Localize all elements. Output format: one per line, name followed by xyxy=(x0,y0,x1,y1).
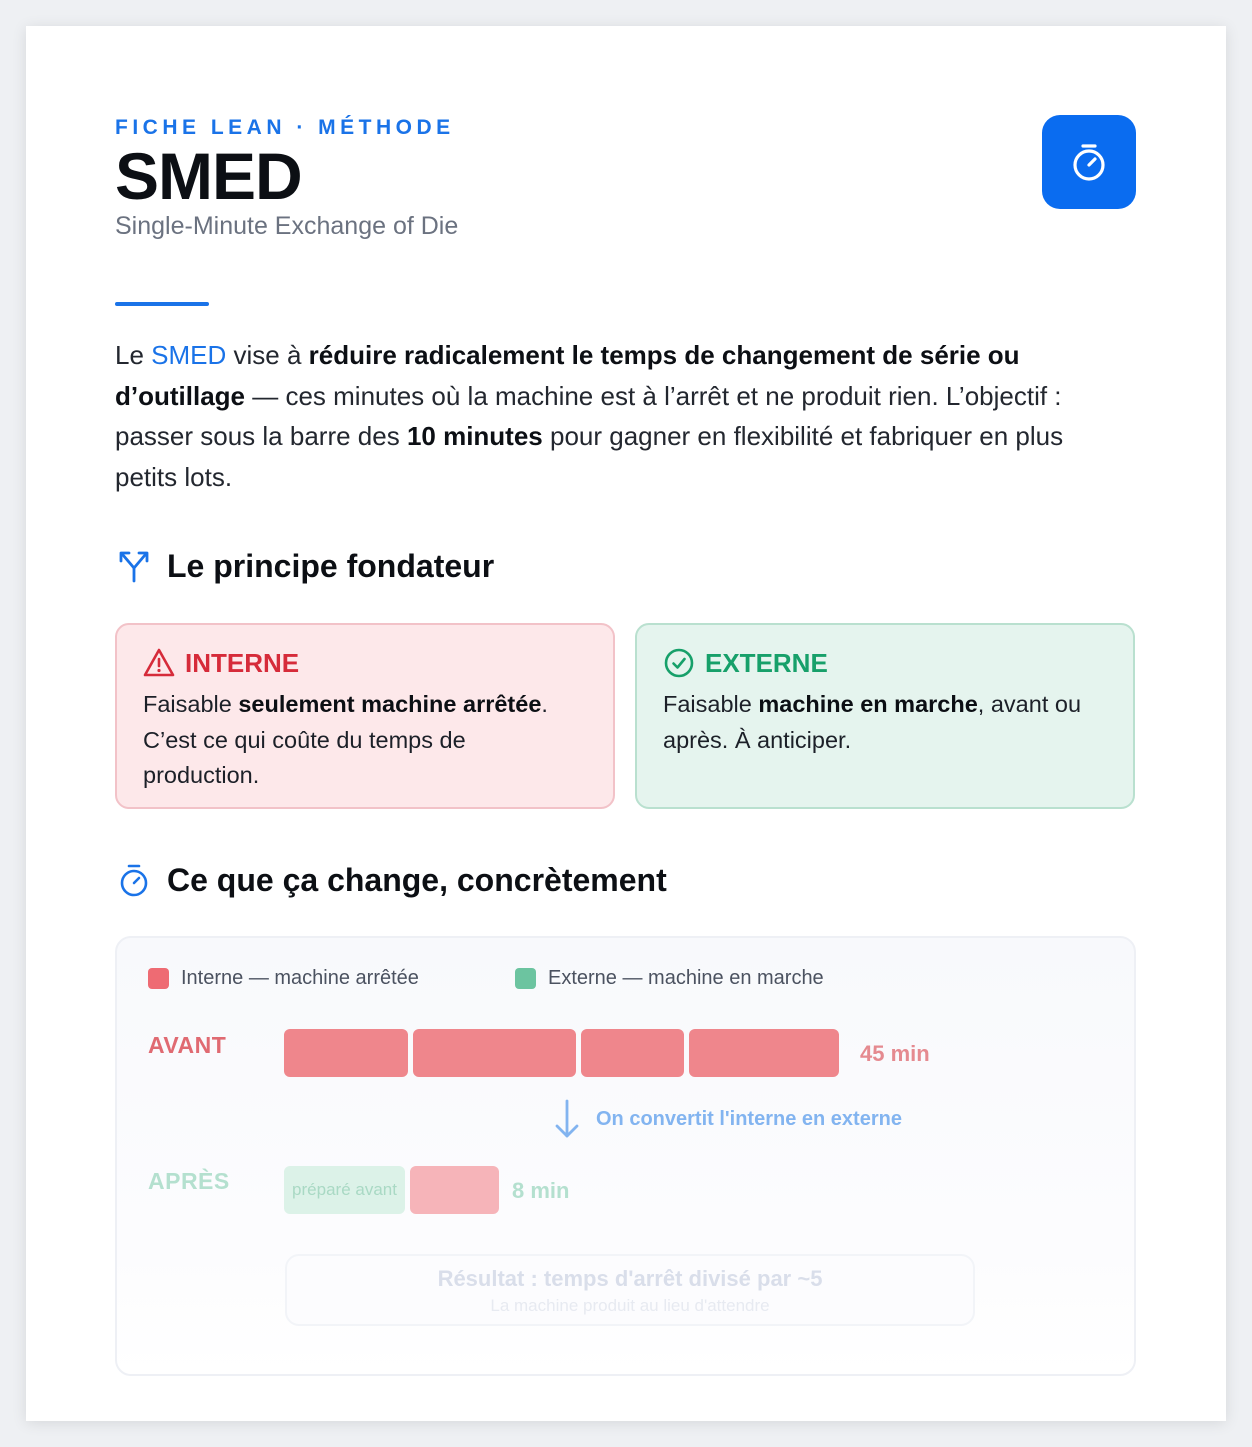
legend-interne xyxy=(148,967,419,990)
legend-interne-swatch xyxy=(148,968,169,989)
principle-heading-text: Le principe fondateur xyxy=(167,547,495,584)
apres-internal-segment xyxy=(410,1166,499,1214)
sheet-content xyxy=(115,26,1136,1421)
avant-step-2 xyxy=(413,1029,576,1077)
conversion-text: On convertit l'interne en externe xyxy=(596,1107,902,1130)
legend-externe-swatch xyxy=(515,968,536,989)
externe-text-2: , avant ou après. À anticiper. xyxy=(663,691,1082,753)
before-after-panel xyxy=(115,936,1136,1376)
result-title: Résultat : temps d'arrêt divisé par ~5 xyxy=(437,1266,823,1291)
page-subtitle: Single-Minute Exchange of Die xyxy=(115,212,459,240)
intro-text-1: Le xyxy=(115,340,152,370)
change-heading-text: Ce que ça change, concrètement xyxy=(167,861,667,898)
intro-bold-1: réduire radicalement le temps de changement de série ou d’outillage xyxy=(115,340,1020,411)
intro-smed-term: SMED xyxy=(151,340,227,370)
legend-externe xyxy=(515,967,824,990)
interne-text-1: Faisable xyxy=(143,691,239,717)
warning-triangle-icon xyxy=(143,647,175,679)
externe-title: EXTERNE xyxy=(705,647,828,678)
interne-title: INTERNE xyxy=(185,647,300,678)
intro-text-2: vise à xyxy=(226,340,309,370)
interne-bold: seulement machine arrêtée xyxy=(238,691,542,717)
change-heading xyxy=(115,861,667,899)
externe-description xyxy=(663,687,1107,758)
title-divider xyxy=(115,302,209,306)
conversion-note xyxy=(552,1098,902,1140)
avant-total: 45 min xyxy=(860,1041,930,1066)
arrow-down-icon xyxy=(552,1098,582,1140)
externe-box xyxy=(635,623,1135,809)
split-arrows-icon xyxy=(115,547,153,585)
interne-text-2: . C’est ce qui coûte du temps de production. xyxy=(143,691,548,788)
stopwatch-icon xyxy=(115,861,153,899)
avant-step-3 xyxy=(581,1029,684,1077)
legend-externe-label: Externe — machine en marche xyxy=(548,967,824,989)
page-title: SMED xyxy=(115,139,302,213)
intro-bold-2: 10 minutes xyxy=(406,421,543,451)
check-circle-icon xyxy=(663,647,695,679)
apres-prepared-segment: préparé avant xyxy=(284,1166,405,1214)
interne-description xyxy=(143,687,587,794)
interne-box xyxy=(115,623,615,809)
smed-sheet-card xyxy=(26,26,1226,1421)
externe-text-1: Faisable xyxy=(663,691,759,717)
eyebrow-label: FICHE LEAN · MÉTHODE xyxy=(115,116,455,139)
avant-label: AVANT xyxy=(148,1032,227,1058)
apres-total: 8 min xyxy=(512,1178,570,1203)
intro-text-3: — ces minutes où la machine est à l’arrêt et ne produit rien. L’objectif : passer sous la barre des xyxy=(115,380,1062,451)
intro-text-4: pour gagner en flexibilité et fabriquer en plus petits lots. xyxy=(115,421,1064,492)
stopwatch-icon xyxy=(1067,140,1111,184)
externe-bold: machine en marche xyxy=(758,691,978,717)
legend-interne-label: Interne — machine arrêtée xyxy=(181,967,419,989)
result-subtitle: La machine produit au lieu d'attendre xyxy=(490,1296,770,1315)
avant-step-1 xyxy=(284,1029,408,1077)
principle-heading xyxy=(115,547,494,585)
intro-paragraph xyxy=(115,335,1125,497)
result-box xyxy=(285,1254,975,1326)
stopwatch-logo xyxy=(1042,115,1136,209)
avant-step-4 xyxy=(689,1029,839,1077)
apres-label: APRÈS xyxy=(148,1168,230,1194)
